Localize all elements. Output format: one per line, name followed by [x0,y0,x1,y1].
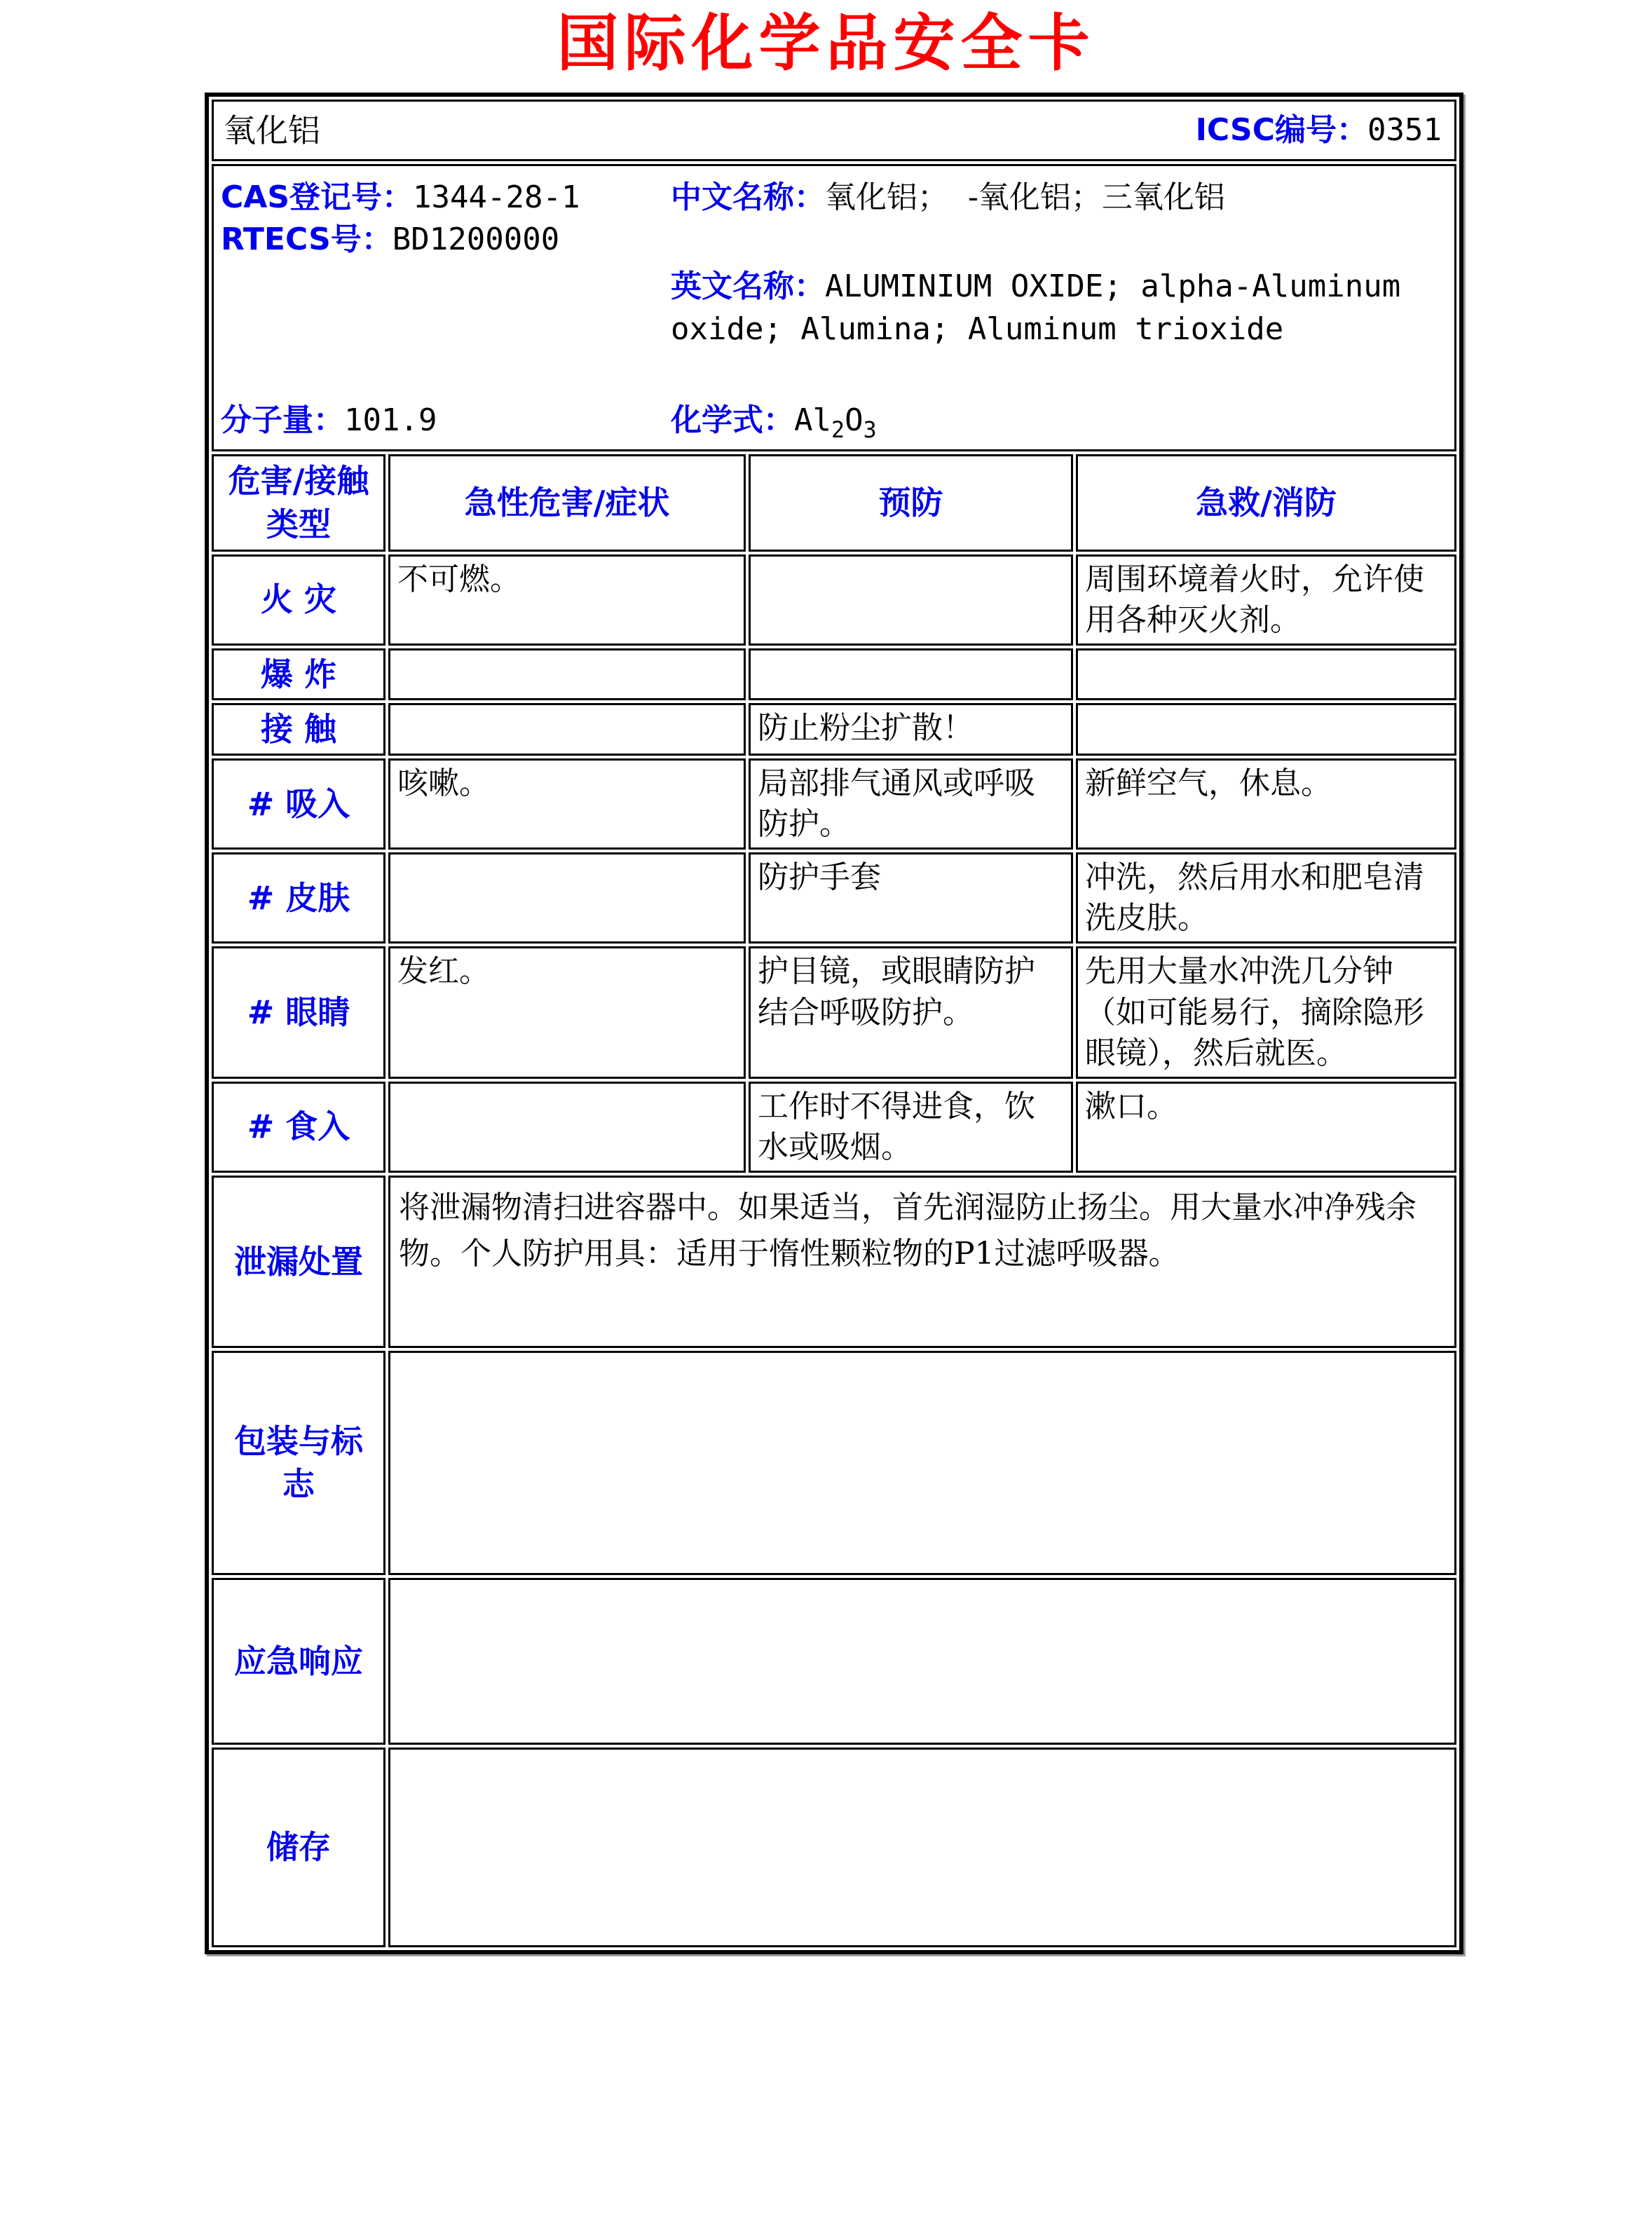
substance-name: 氧化铝 [224,111,320,150]
row-label-explosion: 爆 炸 [212,648,385,701]
ingestion-firstaid-cell: 漱口。 [1076,1082,1456,1173]
section-row [212,1351,1456,1575]
row-label-inhalation: # 吸入 [212,758,385,850]
row-label-ingestion: # 食入 [212,1082,385,1173]
fire-firstaid-cell: 周围环境着火时，允许使用各种灭火剂。 [1076,554,1456,646]
explosion-firstaid-cell [1076,648,1456,701]
icsc-number-group [1196,110,1442,151]
table-row [212,1082,1456,1173]
english-name-field [671,266,1452,350]
chemical-formula-value: $Al_2O_3$ [794,402,877,444]
molecular-weight-field [221,400,437,441]
row-label-eyes: # 眼睛 [212,946,385,1078]
table-row [212,703,1456,756]
column-header-hazard-type: 危害/接触 类型 [212,454,385,551]
section-label-emergency-response: 应急响应 [212,1578,385,1745]
column-header-symptoms: 急性危害/症状 [388,454,746,551]
fire-symptoms-cell: 不可燃。 [388,554,746,646]
column-header-firstaid: 急救/消防 [1076,454,1456,551]
rtecs-number-field [221,219,559,260]
section-label-packaging: 包装与标志 [212,1351,385,1575]
icsc-number-value: 0351 [1367,112,1442,149]
english-name-line2: oxide; Alumina; Aluminum trioxide [671,311,1284,348]
spill-disposal-content: 将泄漏物清扫进容器中。如果适当，首先润湿防止扬尘。用大量水冲净残余物。个人防护用具：适用于惰性颗粒物的P1过滤呼吸器。 [388,1176,1456,1348]
section-row [212,1578,1456,1745]
chinese-name-field [671,177,1225,218]
rtecs-value: BD1200000 [392,222,560,258]
section-row [212,1748,1456,1947]
substance-header-cell [212,100,1456,161]
section-row [212,1176,1456,1348]
chinese-name-label: 中文名称： [671,179,825,216]
table-row [212,758,1456,850]
explosion-symptoms-cell [388,648,746,701]
inhalation-firstaid-cell: 新鲜空气，休息。 [1076,758,1456,850]
fire-prevention-cell [749,554,1073,646]
ingestion-symptoms-cell [388,1082,746,1173]
table-row [212,946,1456,1078]
row-label-fire: 火 灾 [212,554,385,646]
contact-firstaid-cell [1076,703,1456,756]
identity-cell [212,164,1456,451]
skin-firstaid-cell: 冲洗，然后用水和肥皂清洗皮肤。 [1076,852,1456,944]
section-label-storage: 储存 [212,1748,385,1947]
skin-symptoms-cell [388,852,746,944]
inhalation-symptoms-cell: 咳嗽。 [388,758,746,850]
page-title: 国际化学品安全卡 [557,7,1095,79]
emergency-response-content [388,1578,1456,1745]
chemical-formula-label: 化学式： [671,402,794,439]
packaging-content [388,1351,1456,1575]
eyes-firstaid-cell: 先用大量水冲洗几分钟（如可能易行，摘除隐形眼镜），然后就医。 [1076,946,1456,1078]
cas-value: 1344-28-1 [413,179,580,216]
identity-row [212,164,1456,451]
rtecs-label: RTECS号： [221,222,392,258]
cas-number-field [221,177,580,218]
english-name-line1: ALUMINIUM OXIDE; alpha-Aluminum [825,268,1401,305]
cas-label: CAS登记号： [221,179,414,216]
storage-content [388,1748,1456,1947]
contact-symptoms-cell [388,703,746,756]
skin-prevention-cell: 防护手套 [749,852,1073,944]
molecular-weight-value: 101.9 [344,402,437,439]
icsc-number-label: ICSC编号： [1195,112,1368,149]
column-header-prevention: 预防 [749,454,1073,551]
row-label-skin: # 皮肤 [212,852,385,944]
explosion-prevention-cell [749,648,1073,701]
chinese-name-value: 氧化铝； -氧化铝；三氧化铝 [825,179,1225,216]
table-row [212,554,1456,646]
table-row [212,852,1456,944]
eyes-symptoms-cell: 发红。 [388,946,746,1078]
substance-header-row [212,100,1456,161]
inhalation-prevention-cell: 局部排气通风或呼吸防护。 [749,758,1073,850]
row-label-contact: 接 触 [212,703,385,756]
english-name-label: 英文名称： [671,268,825,305]
table-row [212,648,1456,701]
column-header-row [212,454,1456,551]
icsc-card-table [205,93,1463,1954]
contact-prevention-cell: 防止粉尘扩散！ [749,703,1073,756]
eyes-prevention-cell: 护目镜，或眼睛防护结合呼吸防护。 [749,946,1073,1078]
chemical-formula-field [671,400,877,446]
molecular-weight-label: 分子量： [221,402,344,439]
ingestion-prevention-cell: 工作时不得进食，饮水或吸烟。 [749,1082,1073,1173]
section-label-spill-disposal: 泄漏处置 [212,1176,385,1348]
